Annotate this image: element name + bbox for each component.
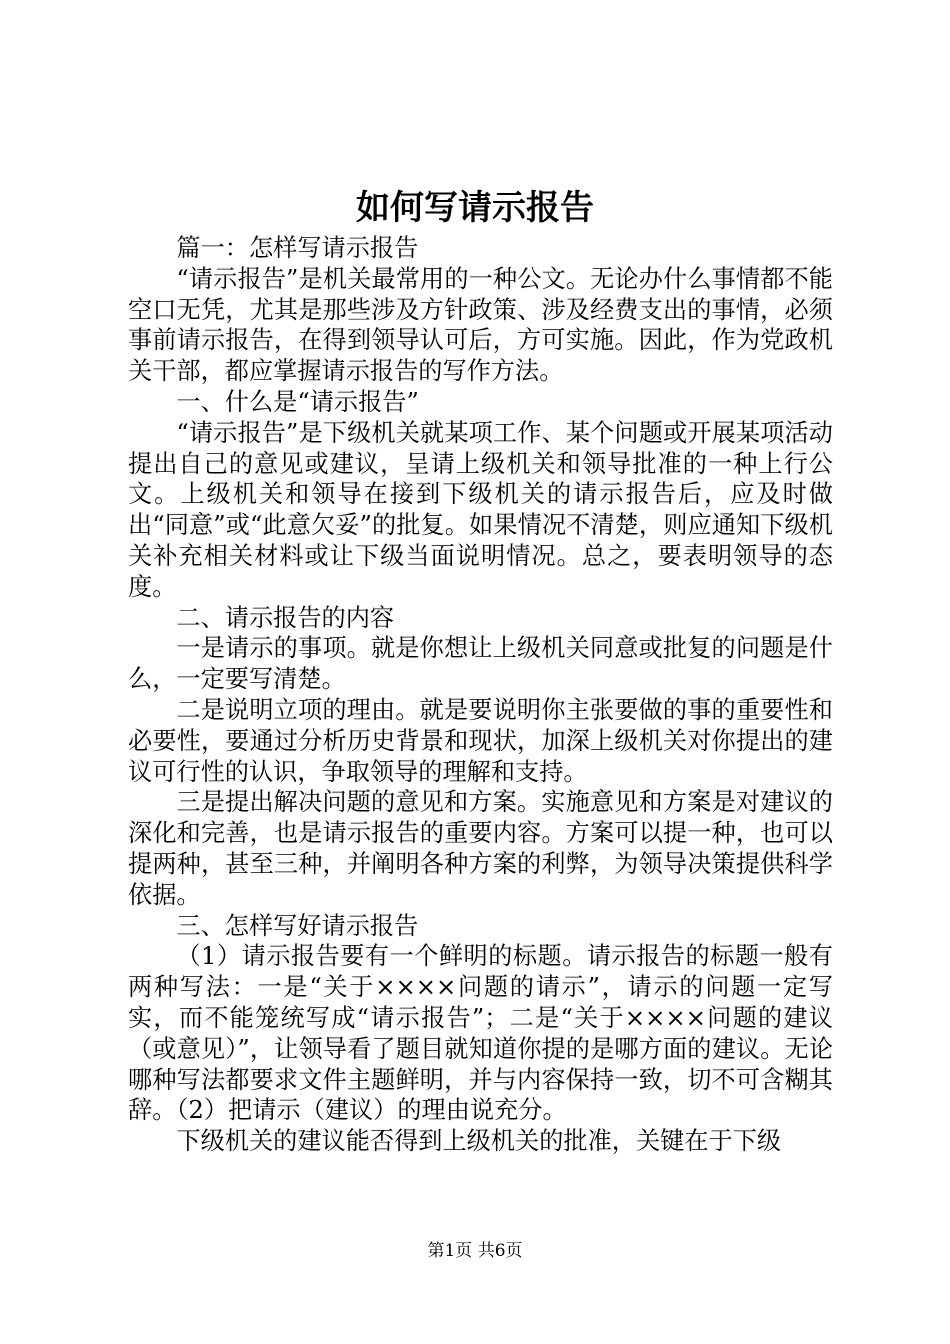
paragraph: “请示报告”是下级机关就某项工作、某个问题或开展某项活动提出自己的意见或建议，呈请上级机关和领导批准的一种上行公文。上级机关和领导在接到下级机关的请示报告后，应及时做出“同意”或“此意欠妥”的批复。如果情况不清楚，则应通知下级机关补充相关材料或让下级当面说明情况。总之，要表明领导的态度。 <box>128 418 833 601</box>
paragraph: “请示报告”是机关最常用的一种公文。无论办什么事情都不能空口无凭，尤其是那些涉及方针政策、涉及经费支出的事情，必须事前请示报告，在得到领导认可后，方可实施。因此，作为党政机关干部，都应掌握请示报告的写作方法。 <box>128 264 833 386</box>
page-footer: 第1页 共6页 <box>427 1241 523 1261</box>
paragraph: （1）请示报告要有一个鲜明的标题。请示报告的标题一般有两种写法：一是“关于××××问题的请示”，请示的问题一定写实，而不能笼统写成“请示报告”；二是“关于××××问题的建议（或意见）”，让领导看了题目就知道你提的是哪方面的建议。无论哪种写法都要求文件主题鲜明，并与内容保持一致，切不可含糊其辞。（2）把请示（建议）的理由说充分。 <box>128 942 833 1125</box>
paragraph: 二是说明立项的理由。就是要说明你主张要做的事的重要性和必要性，要通过分析历史背景和现状，加深上级机关对你提出的建议可行性的认识，争取领导的理解和支持。 <box>128 695 833 786</box>
document-body <box>128 233 833 1157</box>
document-title: 如何写请示报告 <box>356 188 594 228</box>
section-heading: 一、什么是“请示报告” <box>176 387 419 416</box>
section-heading: 二、请示报告的内容 <box>176 603 395 632</box>
paragraph: 三是提出解决问题的意见和方案。实施意见和方案是对建议的深化和完善，也是请示报告的重要内容。方案可以提一种，也可以提两种，甚至三种，并阐明各种方案的利弊，为领导决策提供科学依据。 <box>128 788 833 909</box>
paragraph: 一是请示的事项。就是你想让上级机关同意或批复的问题是什么，一定要写清楚。 <box>128 634 833 694</box>
section-heading: 篇一：怎样写请示报告 <box>176 234 419 262</box>
paragraph: 下级机关的建议能否得到上级机关的批准，关键在于下级 <box>176 1127 782 1156</box>
section-heading: 三、怎样写好请示报告 <box>176 911 419 940</box>
